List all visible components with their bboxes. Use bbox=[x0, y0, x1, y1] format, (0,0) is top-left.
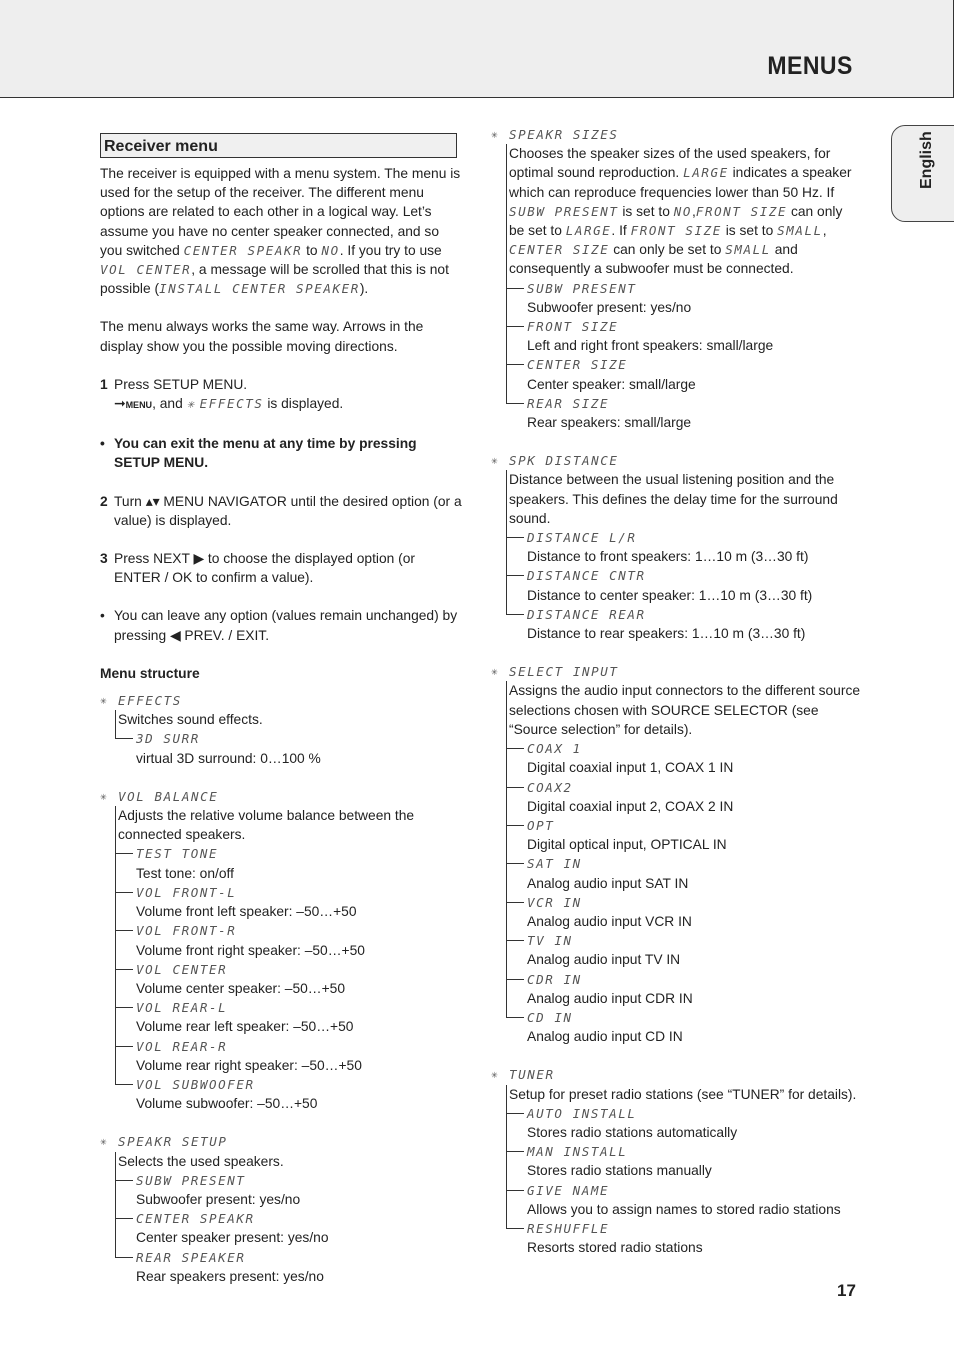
tree-item-text: Analog audio input VCR IN bbox=[527, 913, 692, 929]
step-text: Press SETUP MENU. bbox=[114, 376, 248, 392]
star-icon: ✳ bbox=[100, 1135, 107, 1149]
menu-structure-tree bbox=[100, 691, 462, 1286]
tree-item-text: Volume subwoofer: –50…+50 bbox=[136, 1096, 318, 1112]
tree-item bbox=[509, 566, 861, 604]
tree-item-label: DISTANCE L/R bbox=[527, 530, 637, 546]
menu-structure-title: Menu structure bbox=[100, 665, 200, 681]
language-tab-label: English bbox=[918, 131, 935, 189]
step-number: 2 bbox=[100, 493, 108, 509]
star-icon: ✳ bbox=[186, 396, 196, 412]
arrow-icon: ➞ bbox=[114, 396, 126, 412]
tree-item bbox=[509, 931, 861, 969]
tree-item-label: COAX2 bbox=[527, 779, 573, 795]
intro-text: The receiver is equipped with a menu system. The menu is used for the setup of the receiver. The different menu options are related to each other in a logical way. Let’s assume you have no center speaker connected, and so you switched bbox=[100, 166, 461, 258]
bullet-text: You can leave any option (values remain unchanged) by pressing ◀ PREV. / EXIT. bbox=[114, 608, 458, 643]
tree-branch-line bbox=[506, 825, 524, 826]
tree-item-label: VOL REAR-L bbox=[136, 1000, 228, 1016]
tree-item-text: Digital coaxial input 2, COAX 2 IN bbox=[527, 798, 734, 814]
right-menu-trees bbox=[491, 432, 861, 1257]
tree-item bbox=[509, 970, 861, 1008]
tree-item-label: CDR IN bbox=[527, 971, 582, 987]
tree-item-text: Subwoofer present: yes/no bbox=[527, 299, 692, 315]
tree-description: Assigns the audio input connectors to the different source selections chosen with SOURCE SELECTOR (see “Source selection” for details). bbox=[509, 683, 861, 737]
tree-description: Setup for preset radio stations (see “TUNER” for details). bbox=[509, 1086, 857, 1102]
tree-item-label: VOL FRONT-L bbox=[136, 884, 237, 900]
tree-item-text: Digital coaxial input 1, COAX 1 IN bbox=[527, 760, 734, 776]
tree-line bbox=[115, 710, 116, 739]
intro-paragraph bbox=[100, 164, 462, 298]
star-icon: ✳ bbox=[491, 454, 498, 468]
tree-branch-line bbox=[506, 288, 524, 289]
step-1 bbox=[100, 375, 462, 415]
tree-item-text: Distance to rear speakers: 1…10 m (3…30 ft) bbox=[527, 626, 806, 642]
step-text: Turn ▴▾ MENU NAVIGATOR until the desired option (or a value) is displayed. bbox=[114, 493, 462, 528]
tree-item bbox=[509, 778, 861, 816]
tree-branch-line bbox=[115, 1046, 133, 1047]
tree-item-label: VOL REAR-R bbox=[136, 1038, 228, 1054]
tree-description: Adjusts the relative volume balance between the connected speakers. bbox=[118, 808, 415, 843]
tree-title: SPEAKR SETUP bbox=[118, 1134, 228, 1150]
tree-line bbox=[506, 470, 507, 614]
tree-branch-line bbox=[115, 1257, 133, 1258]
tree-item-label: MAN INSTALL bbox=[527, 1144, 628, 1160]
tree-branch-line bbox=[506, 748, 524, 749]
tree-body bbox=[491, 470, 861, 643]
tree-item-text: Test tone: on/off bbox=[136, 865, 234, 881]
tree-item-text: Distance to center speaker: 1…10 m (3…30 ft) bbox=[527, 587, 813, 603]
section-title: Receiver menu bbox=[100, 133, 457, 158]
tree-branch-line bbox=[506, 364, 524, 365]
tree-item-label: REAR SIZE bbox=[527, 395, 610, 411]
tree-item bbox=[118, 1209, 462, 1247]
tree-branch-line bbox=[115, 1218, 133, 1219]
tree-title: VOL BALANCE bbox=[118, 788, 219, 804]
tree-head bbox=[100, 1132, 462, 1151]
tree-branch-line bbox=[115, 969, 133, 970]
tree-item-text: Analog audio input SAT IN bbox=[527, 875, 689, 891]
tree-select-input bbox=[491, 662, 861, 1046]
star-icon: ✳ bbox=[100, 789, 107, 803]
tree-item bbox=[509, 605, 861, 643]
tree-item bbox=[509, 279, 861, 317]
tree-branch-line bbox=[115, 892, 133, 893]
page-number: 17 bbox=[837, 1281, 856, 1300]
tree-item-label: VCR IN bbox=[527, 894, 582, 910]
tree-branch-line bbox=[115, 1180, 133, 1181]
intro-text: , a message will be scrolled that this is not possible ( bbox=[100, 262, 449, 297]
tree-item bbox=[118, 921, 462, 959]
tree-effects bbox=[100, 691, 462, 768]
tree-branch-line bbox=[506, 1017, 524, 1018]
tree-branch-line bbox=[506, 403, 524, 404]
tree-item bbox=[509, 854, 861, 892]
tree-line bbox=[115, 1152, 116, 1258]
tree-title: EFFECTS bbox=[118, 693, 182, 709]
tree-item-text: Volume center speaker: –50…+50 bbox=[136, 980, 346, 996]
tree-item bbox=[509, 394, 861, 432]
step-text: is displayed. bbox=[267, 396, 344, 412]
tree-body bbox=[100, 710, 462, 768]
tree-item-label: TV IN bbox=[527, 933, 573, 949]
tree-branch-line bbox=[115, 853, 133, 854]
tree-item bbox=[118, 1171, 462, 1209]
tree-spk-distance bbox=[491, 451, 861, 643]
tree-branch-line bbox=[115, 930, 133, 931]
page-header bbox=[0, 0, 954, 98]
tree-item-label: AUTO INSTALL bbox=[527, 1105, 637, 1121]
paragraph-menu-works: The menu always works the same way. Arrows in the display show you the possible moving directions. bbox=[100, 319, 424, 354]
step-text: Press NEXT ▶ to choose the displayed option (or ENTER / OK to confirm a value). bbox=[114, 551, 416, 586]
tree-item-label: DISTANCE REAR bbox=[527, 606, 646, 622]
tree-item bbox=[509, 1181, 861, 1219]
tree-item bbox=[509, 816, 861, 854]
star-icon: ✳ bbox=[100, 694, 107, 708]
language-tab bbox=[891, 125, 954, 222]
tree-branch-line bbox=[506, 979, 524, 980]
tree-title: SPK DISTANCE bbox=[509, 453, 619, 469]
tree-item bbox=[509, 739, 861, 777]
tree-item-label: GIVE NAME bbox=[527, 1182, 610, 1198]
tree-item-text: Resorts stored radio stations bbox=[527, 1240, 703, 1256]
tree-item-label: DISTANCE CNTR bbox=[527, 568, 646, 584]
tree-item-text: Digital optical input, OPTICAL IN bbox=[527, 837, 727, 853]
tree-head bbox=[100, 787, 462, 806]
tree-item-text: Rear speakers present: yes/no bbox=[136, 1268, 324, 1284]
tree-head bbox=[491, 451, 861, 470]
tree-item-label: 3D SURR bbox=[136, 731, 200, 747]
tree-branch-line bbox=[506, 614, 524, 615]
star-icon: ✳ bbox=[491, 665, 498, 679]
tree-item-label: VOL FRONT-R bbox=[136, 923, 237, 939]
tree-line bbox=[115, 806, 116, 1085]
lcd-text: NO bbox=[321, 242, 340, 258]
tree-item-text: Stores radio stations manually bbox=[527, 1163, 712, 1179]
tree-item-label: TEST TONE bbox=[136, 846, 219, 862]
tree-item-text: Volume rear left speaker: –50…+50 bbox=[136, 1019, 354, 1035]
tree-item-label: CENTER SPEAKR bbox=[136, 1211, 255, 1227]
tree-body bbox=[100, 1152, 462, 1286]
tree-title: SPEAKR SIZES bbox=[509, 127, 619, 142]
tree-description: Distance between the usual listening position and the speakers. This defines the delay time for the surround sound. bbox=[509, 472, 838, 526]
tree-item-text: Center speaker: small/large bbox=[527, 376, 696, 392]
lcd-text: CENTER SPEAKR bbox=[183, 242, 303, 258]
tree-item-label: COAX 1 bbox=[527, 741, 582, 757]
tree-item-text: Subwoofer present: yes/no bbox=[136, 1191, 301, 1207]
tree-item-label: CD IN bbox=[527, 1009, 573, 1025]
menu-indicator: MENU bbox=[125, 400, 153, 411]
tree-branch-line bbox=[506, 1228, 524, 1229]
tree-body bbox=[491, 1085, 861, 1258]
tree-item-label: SUBW PRESENT bbox=[136, 1172, 246, 1188]
tree-item-text: Distance to front speakers: 1…10 m (3…30 ft) bbox=[527, 549, 809, 565]
page-title: MENUS bbox=[767, 52, 853, 80]
tree-description: Chooses the speaker sizes of the used speakers, for optimal sound reproduction. LARGE indicates a speaker which can reproduce frequencies lower than 50 Hz. If SUBW PRESENT is set to NO,FRONT SIZE can only be set to LARGE. If FRONT SIZE is set to SMALL, CENTER SIZE can only be set to SMALL and consequently a subwoofer must be connected. bbox=[509, 146, 852, 277]
tree-item bbox=[118, 1037, 462, 1075]
tree-item-text: Analog audio input TV IN bbox=[527, 952, 681, 968]
tree-description: Selects the used speakers. bbox=[118, 1153, 284, 1169]
tree-branch-line bbox=[506, 1190, 524, 1191]
lcd-text: EFFECTS bbox=[199, 396, 264, 412]
tree-item-label: VOL CENTER bbox=[136, 961, 228, 977]
intro-text: ). bbox=[359, 281, 369, 297]
bullet-exit-menu bbox=[100, 434, 462, 472]
tree-body bbox=[491, 681, 861, 1046]
tree-branch-line bbox=[506, 1113, 524, 1114]
step-text: , and bbox=[152, 396, 183, 412]
tree-item-label: VOL SUBWOOFER bbox=[136, 1076, 255, 1092]
tree-branch-line bbox=[506, 787, 524, 788]
tree-item bbox=[509, 1104, 861, 1142]
tree-item bbox=[118, 883, 462, 921]
tree-item bbox=[118, 1248, 462, 1286]
tree-item bbox=[118, 1075, 462, 1113]
tree-item bbox=[509, 528, 861, 566]
tree-branch-line bbox=[506, 326, 524, 327]
tree-speakr-setup bbox=[100, 1132, 462, 1286]
tree-branch-line bbox=[115, 1007, 133, 1008]
lcd-text: VOL CENTER bbox=[100, 262, 192, 278]
tree-branch-line bbox=[506, 940, 524, 941]
tree-item bbox=[509, 317, 861, 355]
tree-item bbox=[118, 960, 462, 998]
tree-body bbox=[491, 144, 861, 432]
tree-item-text: Volume front left speaker: –50…+50 bbox=[136, 904, 357, 920]
bullet-text: You can exit the menu at any time by pressing SETUP MENU. bbox=[114, 436, 417, 471]
star-icon: ✳ bbox=[491, 128, 498, 141]
tree-branch-line bbox=[506, 537, 524, 538]
tree-item-label: SUBW PRESENT bbox=[527, 280, 637, 296]
tree-item-text: Center speaker present: yes/no bbox=[136, 1230, 329, 1246]
left-column bbox=[100, 133, 462, 1286]
tree-line bbox=[506, 1085, 507, 1229]
bullet-leave-option bbox=[100, 606, 462, 644]
tree-item-text: Left and right front speakers: small/large bbox=[527, 338, 774, 354]
tree-item bbox=[509, 1008, 861, 1046]
tree-item bbox=[118, 729, 462, 767]
tree-item-text: Analog audio input CD IN bbox=[527, 1029, 683, 1045]
bullet-icon: • bbox=[100, 436, 105, 452]
tree-item-text: Volume rear right speaker: –50…+50 bbox=[136, 1057, 362, 1073]
tree-item bbox=[509, 1142, 861, 1180]
tree-title: TUNER bbox=[509, 1067, 555, 1083]
right-column bbox=[491, 125, 861, 1257]
tree-line bbox=[506, 681, 507, 1017]
tree-item-text: Analog audio input CDR IN bbox=[527, 990, 693, 1006]
tree-item bbox=[118, 998, 462, 1036]
step-number: 1 bbox=[100, 376, 108, 392]
intro-text: . If you try to use bbox=[339, 242, 442, 258]
tree-body bbox=[100, 806, 462, 1113]
tree-branch-line bbox=[506, 1151, 524, 1152]
tree-head bbox=[491, 662, 861, 681]
tree-item-text: Stores radio stations automatically bbox=[527, 1124, 738, 1140]
step-3 bbox=[100, 549, 462, 587]
star-icon: ✳ bbox=[491, 1068, 498, 1082]
tree-item bbox=[509, 893, 861, 931]
tree-item bbox=[509, 1219, 861, 1257]
tree-branch-line bbox=[506, 863, 524, 864]
tree-head bbox=[100, 691, 462, 710]
tree-item-label: SAT IN bbox=[527, 856, 582, 872]
tree-tuner bbox=[491, 1065, 861, 1257]
tree-description: Switches sound effects. bbox=[118, 712, 263, 728]
tree-item-label: RESHUFFLE bbox=[527, 1220, 610, 1236]
tree-item-text: Allows you to assign names to stored radio stations bbox=[527, 1201, 841, 1217]
intro-text: to bbox=[306, 242, 318, 258]
tree-item-text: Volume front right speaker: –50…+50 bbox=[136, 942, 365, 958]
tree-item-label: REAR SPEAKER bbox=[136, 1249, 246, 1265]
bullet-icon: • bbox=[100, 608, 105, 624]
tree-branch-line bbox=[115, 1084, 133, 1085]
tree-item-label: FRONT SIZE bbox=[527, 319, 619, 335]
tree-item-label: CENTER SIZE bbox=[527, 357, 628, 373]
tree-head bbox=[491, 1065, 861, 1084]
tree-branch-line bbox=[506, 902, 524, 903]
tree-item bbox=[509, 355, 861, 393]
tree-branch-line bbox=[506, 575, 524, 576]
lcd-text: INSTALL CENTER SPEAKER bbox=[159, 281, 360, 297]
tree-item bbox=[118, 844, 462, 882]
tree-item-text: virtual 3D surround: 0…100 % bbox=[136, 750, 321, 766]
tree-branch-line bbox=[115, 738, 133, 739]
step-2 bbox=[100, 492, 462, 530]
tree-speakr-sizes bbox=[491, 125, 861, 432]
tree-title: SELECT INPUT bbox=[509, 664, 619, 680]
tree-item-label: OPT bbox=[527, 817, 555, 833]
step-number: 3 bbox=[100, 551, 108, 567]
tree-vol-balance bbox=[100, 787, 462, 1113]
tree-item-text: Rear speakers: small/large bbox=[527, 415, 692, 431]
